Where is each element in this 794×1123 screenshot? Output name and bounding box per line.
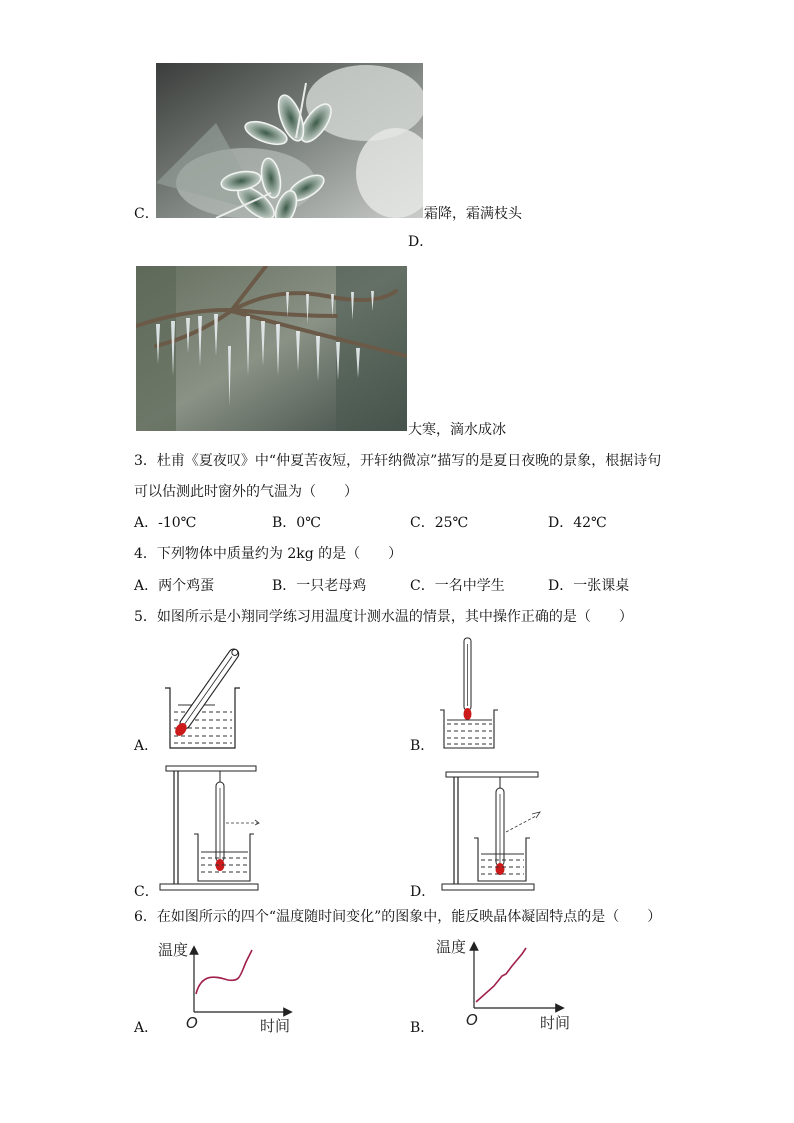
- question-5-line-1: 5．如图所示是小翔同学练习用温度计测水温的情景，其中操作正确的是（ ）: [134, 609, 633, 625]
- figure-5c-label: C．: [134, 884, 159, 900]
- graph-6a-origin: O: [186, 1014, 198, 1032]
- graph-6a-y-axis: 温度: [158, 941, 189, 959]
- graph-6b: [432, 934, 582, 1034]
- question-6-line-1: 6．在如图所示的四个“温度随时间变化”的图象中，能反映晶体凝固特点的是（ ）: [134, 909, 662, 925]
- question-3-option-a: A．-10℃: [134, 515, 197, 531]
- icicle-photo: [136, 266, 407, 431]
- question-3-option-b: B．0℃: [272, 515, 321, 531]
- question-4-option-c: C．一名中学生: [410, 578, 505, 594]
- question-3-option-c: C．25℃: [410, 515, 469, 531]
- graph-6a-label: A．: [134, 1020, 159, 1036]
- question-3-line-2: 可以估测此时窗外的气温为（ ）: [134, 484, 358, 500]
- question-3-option-d: D．42℃: [548, 515, 607, 531]
- figure-5a-label: A．: [134, 738, 159, 754]
- option-c-label: C．: [134, 206, 159, 222]
- option-d-caption: 大寒，滴水成冰: [408, 422, 506, 438]
- graph-6b-origin: O: [466, 1011, 478, 1029]
- question-4-option-b: B．一只老母鸡: [272, 578, 367, 594]
- graph-6a: [150, 936, 310, 1036]
- figure-5b-label: B．: [410, 738, 435, 754]
- question-4-option-d: D．一张课桌: [548, 578, 630, 594]
- figure-5d-thermometer-stand-angled-view: [440, 768, 550, 892]
- question-3-line-1: 3．杜甫《夏夜叹》中“仲夏苦夜短，开轩纳微凉”描写的是夏日夜晚的景象，根据诗句: [134, 453, 662, 469]
- option-d-label: D．: [408, 234, 434, 250]
- question-4-line-1: 4．下列物体中质量约为 2kg 的是（ ）: [134, 546, 403, 562]
- graph-6b-x-axis: 时间: [540, 1014, 571, 1032]
- graph-6b-label: B．: [410, 1020, 435, 1036]
- figure-5d-label: D．: [410, 884, 436, 900]
- graph-6a-x-axis: 时间: [260, 1017, 291, 1035]
- option-c-caption: 霜降，霜满枝头: [424, 206, 522, 222]
- question-4-option-a: A．两个鸡蛋: [134, 578, 215, 594]
- figure-5a-thermometer-tilted: [160, 640, 245, 752]
- figure-5b-thermometer-above: [436, 636, 500, 752]
- figure-5c-thermometer-stand-level-view: [158, 762, 260, 892]
- graph-6b-y-axis: 温度: [436, 938, 467, 956]
- frost-photo: [156, 63, 423, 218]
